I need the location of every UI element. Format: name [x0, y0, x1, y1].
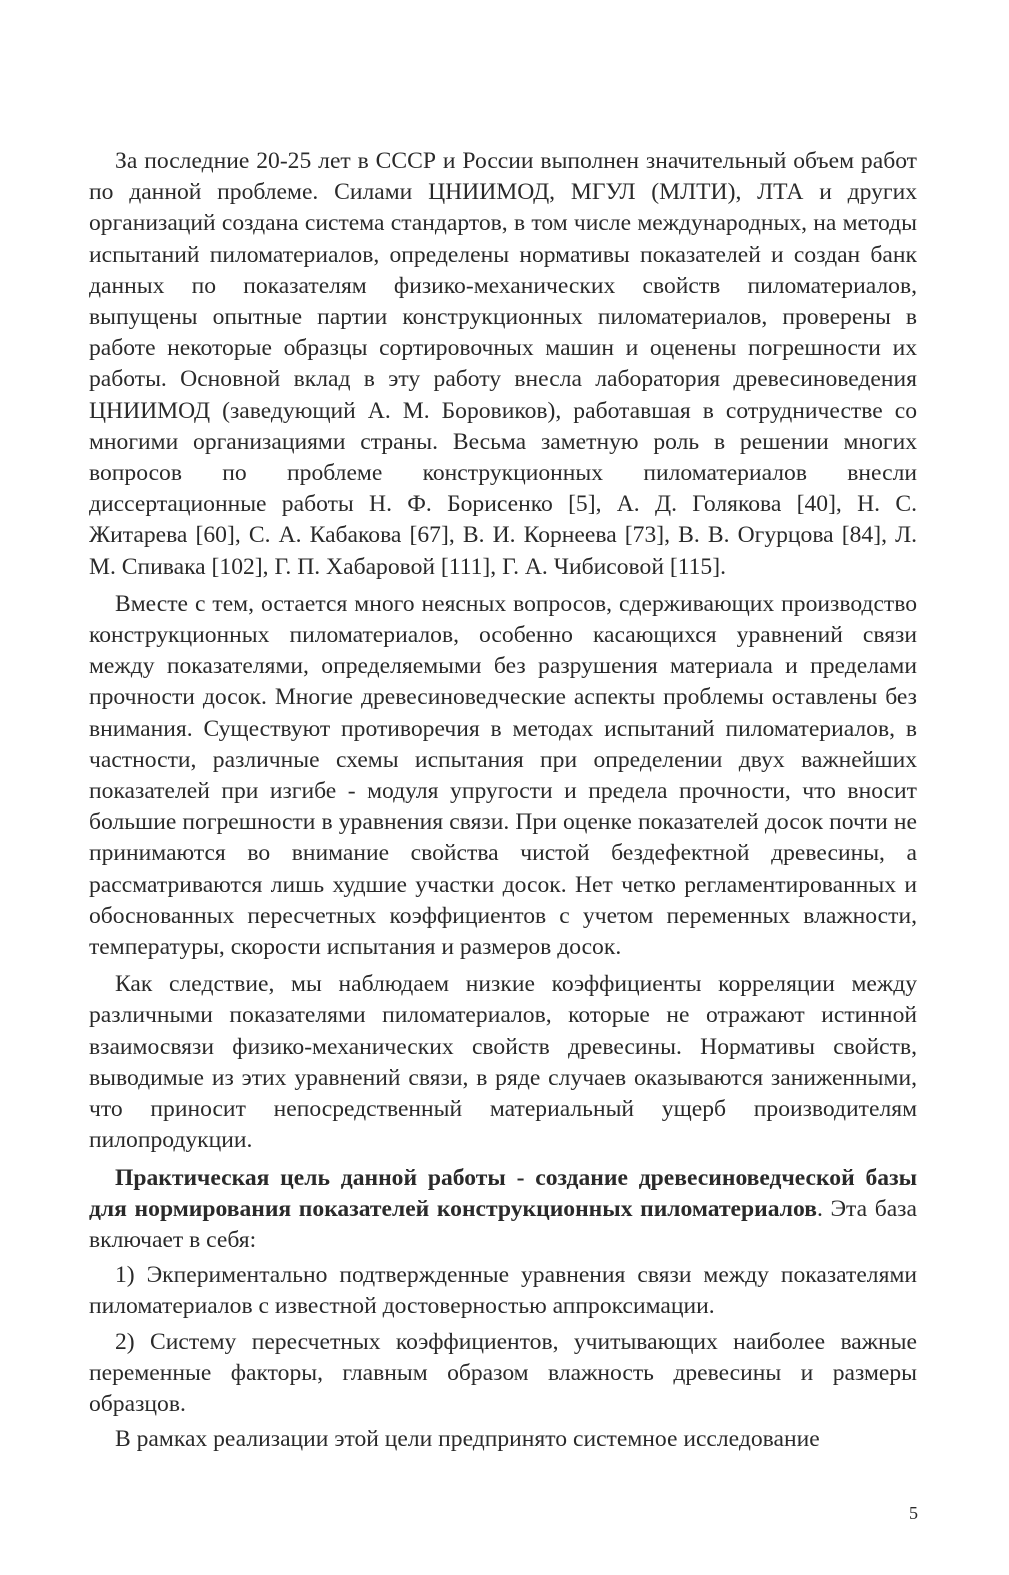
- paragraph-consequences: Как следствие, мы наблюдаем низкие коэффициенты корреляции между различными показателями пиломатериалов, которые не отражают истинной взаимосвязи физико-механических свойств древесины. Нормативы свойств, выводимые из этих уравнений связи, в ряде случаев оказываются заниженными, что приносит непосредственный материальный ущерб производителям пилопродукции.: [89, 971, 917, 1154]
- paragraph-practical-goal: [89, 1163, 917, 1257]
- list-item-2: 2) Систему пересчетных коэффициентов, учитывающих наиболее важные переменные факторы, главным образом влажность древесины и размеры образцов.: [89, 1328, 917, 1417]
- paragraph-open-questions: Вместе с тем, остается много неясных вопросов, сдерживающих производство конструкционных пиломатериалов, особенно касающихся уравнений связи между показателями, определяемыми без разрушения материала и пределами прочности досок. Многие древесиноведческие аспекты проблемы оставлены без внимания. Существуют противоречия в методах испытаний пиломатериалов, в частности, различные схемы испытания при определении двух важнейших показателей при изгибе - модуля упругости и предела прочности, что вносит большие погрешности в уравнения связи. При оценке показателей досок почти не принимаются во внимание свойства чистой бездефектной древесины, а рассматриваются лишь худшие участки досок. Нет четко регламентированных и обоснованных пересчетных коэффициентов с учетом переменных влажности, температуры, скорости испытания и размеров досок.: [89, 590, 917, 961]
- page-number: 5: [909, 1503, 918, 1523]
- list-item-1: 1) Экпериментально подтвержденные уравнения связи между показателями пиломатериалов с известной достоверностью аппроксимации.: [89, 1262, 917, 1320]
- practical-goal-rest: . Эта база включает в себя:: [89, 1195, 917, 1253]
- paragraph-final-line: В рамках реализации этой цели предпринято системное исследование: [115, 1426, 820, 1453]
- body-text: [89, 146, 917, 1461]
- paragraph-research-history: За последние 20-25 лет в СССР и России выполнен значительный объем работ по данной проблеме. Силами ЦНИИМОД, МГУЛ (МЛТИ), ЛТА и других организаций создана система стандартов, в том числе международных, на методы испытаний пиломатериалов, определены нормативы показателей и создан банк данных по показателям физико-механических свойств пиломатериалов, выпущены опытные партии конструкционных пиломатериалов, проверены в работе некоторые образцы сортировочных машин и оценены погрешности их работы. Основной вклад в эту работу внесла лаборатория древесиноведения ЦНИИМОД (заведующий А. М. Боровиков), работавшая в сотрудничестве со многими организациями страны. Весьма заметную роль в решении многих вопросов по проблеме конструкционных пиломатериалов внесли диссертационные работы Н. Ф. Борисенко [5], А. Д. Голякова [40], Н. С. Житарева [60], С. А. Кабакова [67], В. И. Корнеева [73], В. В. Огурцова [84], Л. М. Спивака [102], Г. П. Хабаровой [111], Г. А. Чибисовой [115].: [89, 148, 917, 580]
- practical-goal-bold: Практическая цель данной работы - создание древесиноведческой базы для нормирования показателей конструкционных пиломатериалов: [89, 1164, 917, 1222]
